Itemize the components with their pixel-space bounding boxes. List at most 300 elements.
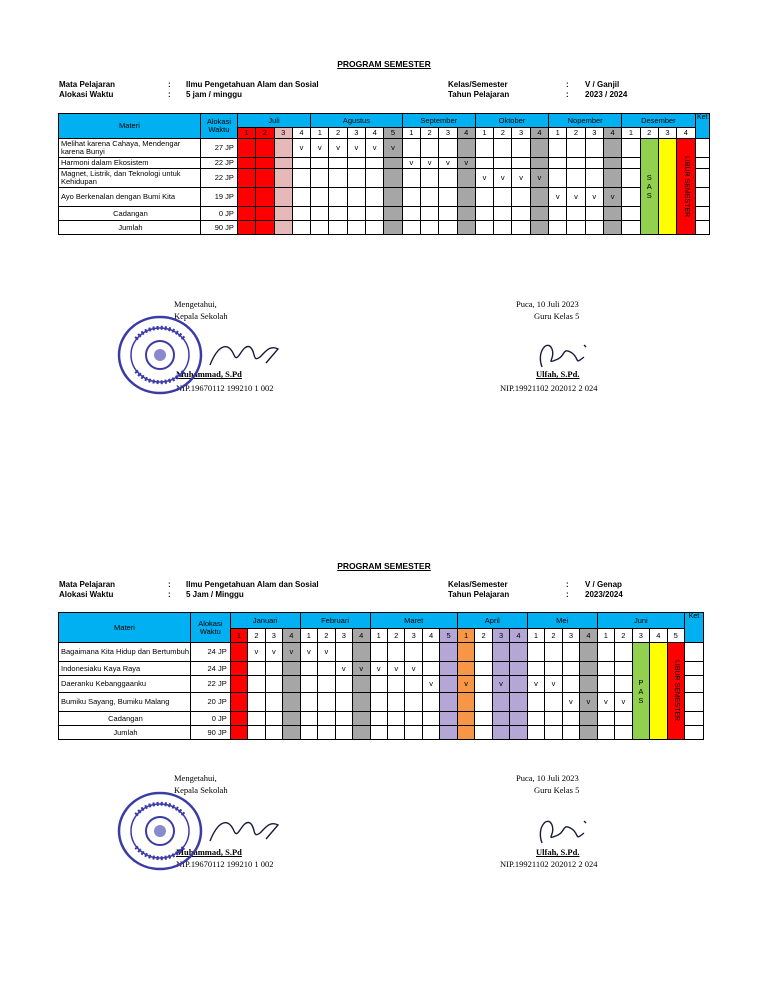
week-cell — [615, 712, 632, 726]
week-cell — [366, 158, 384, 169]
month-header: Agustus — [311, 114, 403, 128]
week-number: 1 — [475, 128, 493, 139]
principal-signature-icon — [208, 811, 288, 847]
week-number: 4 — [353, 629, 370, 643]
week-cell — [256, 139, 274, 158]
week-cell — [230, 693, 247, 712]
week-cell — [265, 662, 282, 676]
week-cell: v — [420, 158, 438, 169]
week-cell — [265, 693, 282, 712]
week-cell — [567, 139, 585, 158]
ket-header: Ket — [685, 613, 704, 643]
month-header: September — [402, 114, 475, 128]
week-cell — [300, 662, 317, 676]
week-cell — [494, 188, 512, 207]
week-cell — [475, 726, 492, 740]
table-row — [59, 712, 704, 726]
week-cell: v — [335, 662, 352, 676]
week-cell — [292, 207, 310, 221]
teacher-name: Ulfah, S.Pd. — [536, 847, 580, 857]
week-cell — [335, 726, 352, 740]
week-cell — [283, 662, 301, 676]
week-cell — [230, 712, 247, 726]
week-cell — [353, 693, 370, 712]
week-cell — [420, 169, 438, 188]
week-cell: v — [603, 188, 621, 207]
ket-cell — [695, 158, 710, 169]
week-cell — [585, 169, 603, 188]
principal-signature-icon — [208, 335, 288, 371]
week-cell — [248, 726, 265, 740]
tahun-value: 2023/2024 — [585, 590, 623, 599]
week-cell — [318, 693, 335, 712]
signature-left-l2: Kepala Sekolah — [174, 311, 228, 321]
week-number: 5 — [384, 128, 402, 139]
week-cell — [492, 726, 509, 740]
week-cell — [494, 221, 512, 235]
week-number: 1 — [597, 629, 614, 643]
mapel-label: Mata Pelajaran — [59, 80, 116, 89]
week-cell — [274, 207, 292, 221]
week-cell: v — [439, 158, 457, 169]
week-cell — [300, 712, 317, 726]
table-row — [59, 188, 710, 207]
week-cell — [475, 712, 492, 726]
week-number: 3 — [585, 128, 603, 139]
week-cell — [420, 221, 438, 235]
week-cell — [335, 712, 352, 726]
week-cell — [475, 139, 493, 158]
week-cell — [475, 662, 492, 676]
week-cell — [439, 188, 457, 207]
week-cell: v — [527, 676, 544, 693]
week-cell — [545, 643, 562, 662]
signature-left-l1: Mengetahui, — [174, 773, 217, 783]
week-cell — [439, 169, 457, 188]
teacher-nip: NIP.19921102 202012 2 024 — [500, 859, 598, 869]
week-cell: v — [567, 188, 585, 207]
week-cell — [549, 207, 567, 221]
week-cell — [457, 139, 475, 158]
week-number: 3 — [512, 128, 530, 139]
table-row — [59, 726, 704, 740]
week-cell — [283, 726, 301, 740]
week-number: 3 — [265, 629, 282, 643]
week-cell — [405, 726, 422, 740]
week-cell — [580, 726, 598, 740]
week-cell — [230, 676, 247, 693]
signature-left-l2: Kepala Sekolah — [174, 785, 228, 795]
week-cell — [384, 188, 402, 207]
week-cell — [292, 169, 310, 188]
week-cell — [300, 676, 317, 693]
week-cell: v — [248, 643, 265, 662]
week-cell — [580, 662, 598, 676]
week-cell — [457, 169, 475, 188]
week-cell — [527, 643, 544, 662]
week-cell — [230, 643, 247, 662]
week-cell — [622, 139, 640, 158]
week-cell — [549, 169, 567, 188]
week-cell — [545, 726, 562, 740]
week-cell — [335, 643, 352, 662]
week-cell: v — [370, 662, 387, 676]
week-cell — [353, 676, 370, 693]
ket-cell — [695, 188, 710, 207]
week-cell — [597, 662, 614, 676]
libur-semester-block-label: LIBUR SEMESTER — [672, 660, 680, 722]
week-cell — [318, 726, 335, 740]
week-cell — [549, 221, 567, 235]
tahun-value: 2023 / 2024 — [585, 90, 628, 99]
week-cell — [475, 221, 493, 235]
kelas-label: Kelas/Semester — [448, 80, 508, 89]
week-cell — [422, 712, 439, 726]
week-cell — [585, 158, 603, 169]
week-cell — [527, 693, 544, 712]
week-cell — [527, 726, 544, 740]
week-number: 3 — [632, 629, 649, 643]
page-title: PROGRAM SEMESTER — [337, 59, 431, 69]
week-cell — [318, 712, 335, 726]
week-cell — [475, 693, 492, 712]
week-cell — [457, 662, 474, 676]
week-cell — [622, 207, 640, 221]
program-semester-ganjil — [58, 55, 710, 395]
materi-header: Materi — [59, 613, 191, 643]
week-cell: v — [457, 676, 474, 693]
week-number: 2 — [318, 629, 335, 643]
week-number: 3 — [405, 629, 422, 643]
week-cell — [256, 169, 274, 188]
week-cell — [597, 676, 614, 693]
week-number: 1 — [527, 629, 544, 643]
week-cell: v — [562, 693, 579, 712]
week-number: 2 — [545, 629, 562, 643]
week-cell — [562, 726, 579, 740]
week-cell: v — [422, 676, 439, 693]
week-cell — [405, 676, 422, 693]
principal-nip: NIP.19670112 199210 1 002 — [176, 383, 274, 393]
week-number: 1 — [402, 128, 420, 139]
week-cell — [475, 188, 493, 207]
week-cell — [420, 188, 438, 207]
week-number: 4 — [510, 629, 527, 643]
week-cell — [512, 221, 530, 235]
week-cell — [237, 188, 255, 207]
materi-cell: Jumlah — [59, 221, 201, 235]
week-cell — [567, 158, 585, 169]
alokasi-cell: 24 JP — [190, 662, 230, 676]
table-row — [59, 207, 710, 221]
week-cell: v — [283, 643, 301, 662]
week-cell: v — [402, 158, 420, 169]
materi-cell: Harmoni dalam Ekosistem — [59, 158, 201, 169]
week-cell — [402, 207, 420, 221]
week-cell — [457, 207, 475, 221]
week-cell — [562, 643, 579, 662]
mapel-label: Mata Pelajaran — [59, 580, 116, 589]
alokasi-cell: 0 JP — [190, 712, 230, 726]
materi-cell: Cadangan — [59, 207, 201, 221]
week-cell — [527, 712, 544, 726]
week-cell — [256, 207, 274, 221]
teacher-nip: NIP.19921102 202012 2 024 — [500, 383, 598, 393]
ket-cell — [695, 207, 710, 221]
week-cell — [370, 712, 387, 726]
week-cell — [300, 726, 317, 740]
week-cell — [366, 188, 384, 207]
week-cell — [615, 726, 632, 740]
week-cell — [457, 188, 475, 207]
week-number: 2 — [387, 629, 404, 643]
week-cell — [530, 139, 548, 158]
week-cell — [492, 643, 509, 662]
week-cell — [347, 169, 365, 188]
materi-cell: Cadangan — [59, 712, 191, 726]
table-row — [59, 221, 710, 235]
week-cell — [603, 207, 621, 221]
week-cell — [347, 188, 365, 207]
week-cell — [512, 207, 530, 221]
week-cell — [492, 712, 509, 726]
alokasi-cell: 19 JP — [200, 188, 237, 207]
week-number: 4 — [650, 629, 667, 643]
week-cell — [585, 139, 603, 158]
alokasi-label: Alokasi Waktu — [59, 90, 114, 99]
week-cell — [387, 693, 404, 712]
month-header: Desember — [622, 114, 695, 128]
week-cell — [545, 662, 562, 676]
week-cell — [353, 712, 370, 726]
week-cell — [387, 726, 404, 740]
signature-right-l2: Guru Kelas 5 — [534, 311, 580, 321]
week-cell: v — [384, 139, 402, 158]
week-cell — [318, 662, 335, 676]
month-header: April — [457, 613, 527, 629]
week-cell — [387, 676, 404, 693]
week-cell — [347, 207, 365, 221]
ket-cell — [685, 693, 704, 712]
week-cell — [384, 207, 402, 221]
week-cell — [440, 693, 457, 712]
week-number: 2 — [256, 128, 274, 139]
materi-cell: Bumiku Sayang, Bumiku Malang — [59, 693, 191, 712]
materi-cell: Ayo Berkenalan dengan Bumi Kita — [59, 188, 201, 207]
week-cell — [457, 693, 474, 712]
week-cell: v — [387, 662, 404, 676]
week-cell: v — [318, 643, 335, 662]
week-cell — [384, 169, 402, 188]
alokasi-label: Alokasi Waktu — [59, 590, 114, 599]
week-cell — [422, 726, 439, 740]
principal-name: Muhammad, S.Pd — [176, 369, 242, 379]
mapel-value: Ilmu Pengetahuan Alam dan Sosial — [186, 580, 319, 589]
week-cell — [494, 139, 512, 158]
week-number: 4 — [530, 128, 548, 139]
week-cell — [494, 158, 512, 169]
week-cell — [335, 676, 352, 693]
week-cell — [311, 188, 329, 207]
week-cell — [530, 221, 548, 235]
week-number: 2 — [567, 128, 585, 139]
month-header: Mei — [527, 613, 597, 629]
week-cell — [439, 139, 457, 158]
week-number: 2 — [420, 128, 438, 139]
month-header: Januari — [230, 613, 300, 629]
tahun-label: Tahun Pelajaran — [448, 90, 510, 99]
week-cell — [366, 221, 384, 235]
week-cell — [248, 693, 265, 712]
week-cell — [237, 221, 255, 235]
ket-cell — [685, 726, 704, 740]
week-number: 2 — [615, 629, 632, 643]
week-cell — [248, 712, 265, 726]
week-number: 1 — [311, 128, 329, 139]
week-cell — [440, 712, 457, 726]
week-number: 3 — [347, 128, 365, 139]
month-header: Nopember — [549, 114, 622, 128]
teacher-name: Ulfah, S.Pd. — [536, 369, 580, 379]
week-cell — [311, 221, 329, 235]
materi-cell: Jumlah — [59, 726, 191, 740]
week-cell — [335, 693, 352, 712]
week-cell — [366, 207, 384, 221]
yellow-block — [658, 139, 676, 235]
week-cell — [237, 158, 255, 169]
teacher-signature-icon — [532, 337, 592, 371]
week-number: 1 — [237, 128, 255, 139]
week-cell — [283, 676, 301, 693]
week-cell — [510, 662, 527, 676]
week-cell — [405, 693, 422, 712]
week-cell: v — [311, 139, 329, 158]
week-cell — [580, 676, 598, 693]
week-cell — [622, 158, 640, 169]
mapel-value: Ilmu Pengetahuan Alam dan Sosial — [186, 80, 319, 89]
table-row — [59, 169, 710, 188]
alokasi-cell: 22 JP — [200, 169, 237, 188]
week-number: 3 — [439, 128, 457, 139]
alokasi-header: Alokasi Waktu — [200, 114, 237, 139]
month-header: Maret — [370, 613, 457, 629]
program-semester-table — [58, 113, 710, 235]
week-cell — [230, 662, 247, 676]
week-cell — [420, 207, 438, 221]
week-cell — [347, 158, 365, 169]
week-cell — [402, 221, 420, 235]
week-cell: v — [405, 662, 422, 676]
week-cell — [420, 139, 438, 158]
week-cell — [494, 207, 512, 221]
week-cell — [580, 643, 598, 662]
week-cell — [353, 726, 370, 740]
alokasi-header: Alokasi Waktu — [190, 613, 230, 643]
table-row — [59, 676, 704, 693]
week-cell — [274, 139, 292, 158]
week-cell — [256, 158, 274, 169]
week-number: 4 — [457, 128, 475, 139]
alokasi-value: 5 Jam / Minggu — [186, 590, 244, 599]
colon: : — [168, 590, 171, 599]
materi-cell: Daeranku Kebanggaanku — [59, 676, 191, 693]
week-cell: v — [300, 643, 317, 662]
week-cell — [510, 726, 527, 740]
week-cell — [510, 643, 527, 662]
colon: : — [168, 90, 171, 99]
week-cell — [549, 139, 567, 158]
materi-cell: Indonesiaku Kaya Raya — [59, 662, 191, 676]
week-cell: v — [597, 693, 614, 712]
week-cell — [274, 158, 292, 169]
week-cell: v — [353, 662, 370, 676]
week-number: 1 — [370, 629, 387, 643]
ket-cell — [695, 169, 710, 188]
week-cell — [527, 662, 544, 676]
week-number: 3 — [562, 629, 579, 643]
materi-cell: Bagaimana Kita Hidup dan Bertumbuh — [59, 643, 191, 662]
ket-header: Ket — [695, 114, 710, 139]
week-number: 1 — [549, 128, 567, 139]
week-cell — [545, 693, 562, 712]
week-cell — [274, 169, 292, 188]
week-number: 4 — [422, 629, 439, 643]
ket-cell — [685, 676, 704, 693]
week-cell: v — [492, 676, 509, 693]
week-cell — [237, 169, 255, 188]
materi-cell: Magnet, Listrik, dan Teknologi untuk Kehidupan — [59, 169, 201, 188]
ket-cell — [685, 712, 704, 726]
week-number: 3 — [274, 128, 292, 139]
week-cell — [615, 662, 632, 676]
colon: : — [566, 90, 569, 99]
week-cell — [615, 643, 632, 662]
school-stamp-icon — [116, 313, 204, 397]
week-cell — [439, 221, 457, 235]
ket-cell — [685, 662, 704, 676]
week-cell — [562, 662, 579, 676]
week-cell — [603, 169, 621, 188]
month-header: Juni — [597, 613, 684, 629]
alokasi-cell: 27 JP — [200, 139, 237, 158]
week-number: 5 — [440, 629, 457, 643]
week-cell — [265, 726, 282, 740]
week-cell: v — [512, 169, 530, 188]
week-cell — [370, 693, 387, 712]
week-cell — [329, 169, 347, 188]
ket-cell — [685, 643, 704, 662]
week-cell — [256, 221, 274, 235]
principal-name: Muhammad, S.Pd — [176, 847, 242, 857]
week-cell — [475, 158, 493, 169]
colon: : — [566, 580, 569, 589]
week-cell — [475, 676, 492, 693]
week-cell — [475, 643, 492, 662]
sas-block-label: S A S — [646, 173, 652, 200]
week-number: 4 — [292, 128, 310, 139]
week-number: 3 — [492, 629, 509, 643]
week-cell — [402, 169, 420, 188]
principal-nip: NIP.19670112 199210 1 002 — [176, 859, 274, 869]
week-cell — [622, 169, 640, 188]
materi-header: Materi — [59, 114, 201, 139]
week-cell — [422, 693, 439, 712]
week-cell — [265, 676, 282, 693]
week-cell — [567, 221, 585, 235]
week-cell — [347, 221, 365, 235]
table-row — [59, 693, 704, 712]
month-header: Oktober — [475, 114, 548, 128]
